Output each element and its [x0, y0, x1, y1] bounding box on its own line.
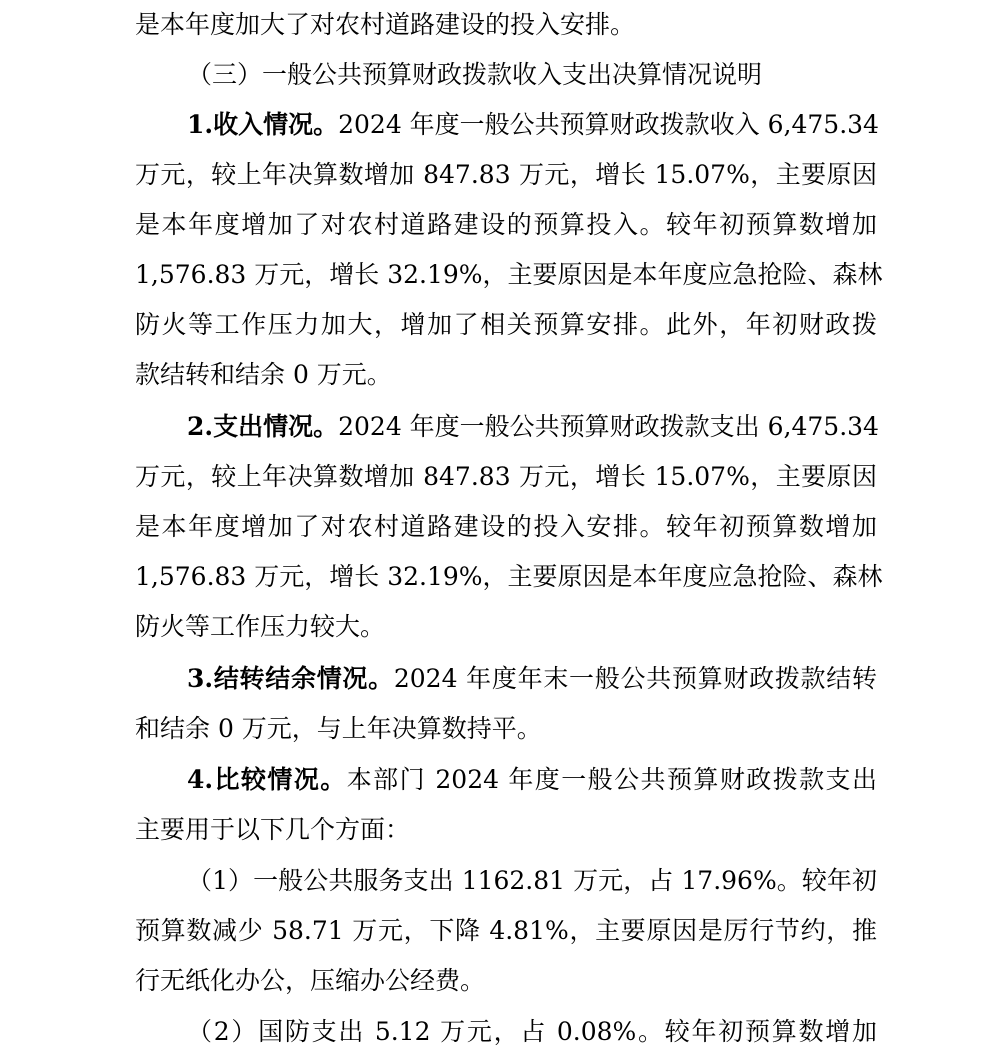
carryover-heading: 3.结转结余情况。 — [187, 664, 394, 693]
income-first-line-text: 2024 年度一般公共预算财政拨款收入 6,475.34 — [338, 110, 879, 139]
income-paragraph-first-line — [135, 100, 877, 150]
carryover-paragraph-first-line — [135, 654, 877, 704]
paragraph-line: 是本年度增加了对农村道路建设的预算投入。较年初预算数增加 — [135, 210, 877, 239]
comparison-first-line-text: 本部门 2024 年度一般公共预算财政拨款支出 — [346, 765, 877, 794]
paragraph-line: 款结转和结余 0 万元。 — [135, 360, 392, 389]
paragraph-line: 主要用于以下几个方面： — [135, 815, 411, 844]
paragraph-line: 是本年度增加了对农村道路建设的投入安排。较年初预算数增加 — [135, 512, 877, 541]
income-heading: 1.收入情况。 — [187, 110, 339, 139]
paragraph-line: 万元，较上年决算数增加 847.83 万元，增长 15.07%，主要原因 — [135, 160, 877, 189]
paragraph-line: 行无纸化办公，压缩办公经费。 — [135, 966, 486, 995]
paragraph-line: 1,576.83 万元，增长 32.19%，主要原因是本年度应急抢险、森林 — [135, 562, 883, 591]
paragraph-line: 防火等工作压力加大，增加了相关预算安排。此外，年初财政拨 — [135, 310, 877, 339]
expenditure-paragraph-first-line — [135, 402, 877, 452]
item-1-first-line: （1）一般公共服务支出 1162.81 万元，占 17.96%。较年初 — [187, 866, 877, 895]
paragraph-line: 预算数减少 58.71 万元，下降 4.81%，主要原因是厉行节约，推 — [135, 916, 877, 945]
paragraph-line: 和结余 0 万元，与上年决算数持平。 — [135, 714, 542, 743]
paragraph-line: 防火等工作压力较大。 — [135, 612, 386, 641]
carryover-first-line-text: 2024 年度年末一般公共预算财政拨款结转 — [393, 664, 877, 693]
paragraph-line: 是本年度加大了对农村道路建设的投入安排。 — [135, 10, 636, 39]
item-2-first-line: （2）国防支出 5.12 万元，占 0.08%。较年初预算数增加 — [187, 1017, 877, 1046]
comparison-paragraph-first-line — [135, 755, 877, 805]
expenditure-first-line-text: 2024 年度一般公共预算财政拨款支出 6,475.34 — [338, 412, 879, 441]
comparison-heading: 4.比较情况。 — [187, 765, 347, 794]
section-heading: （三）一般公共预算财政拨款收入支出决算情况说明 — [187, 60, 763, 89]
paragraph-line: 1,576.83 万元，增长 32.19%，主要原因是本年度应急抢险、森林 — [135, 260, 883, 289]
expenditure-heading: 2.支出情况。 — [187, 412, 339, 441]
paragraph-line: 万元，较上年决算数增加 847.83 万元，增长 15.07%，主要原因 — [135, 462, 877, 491]
